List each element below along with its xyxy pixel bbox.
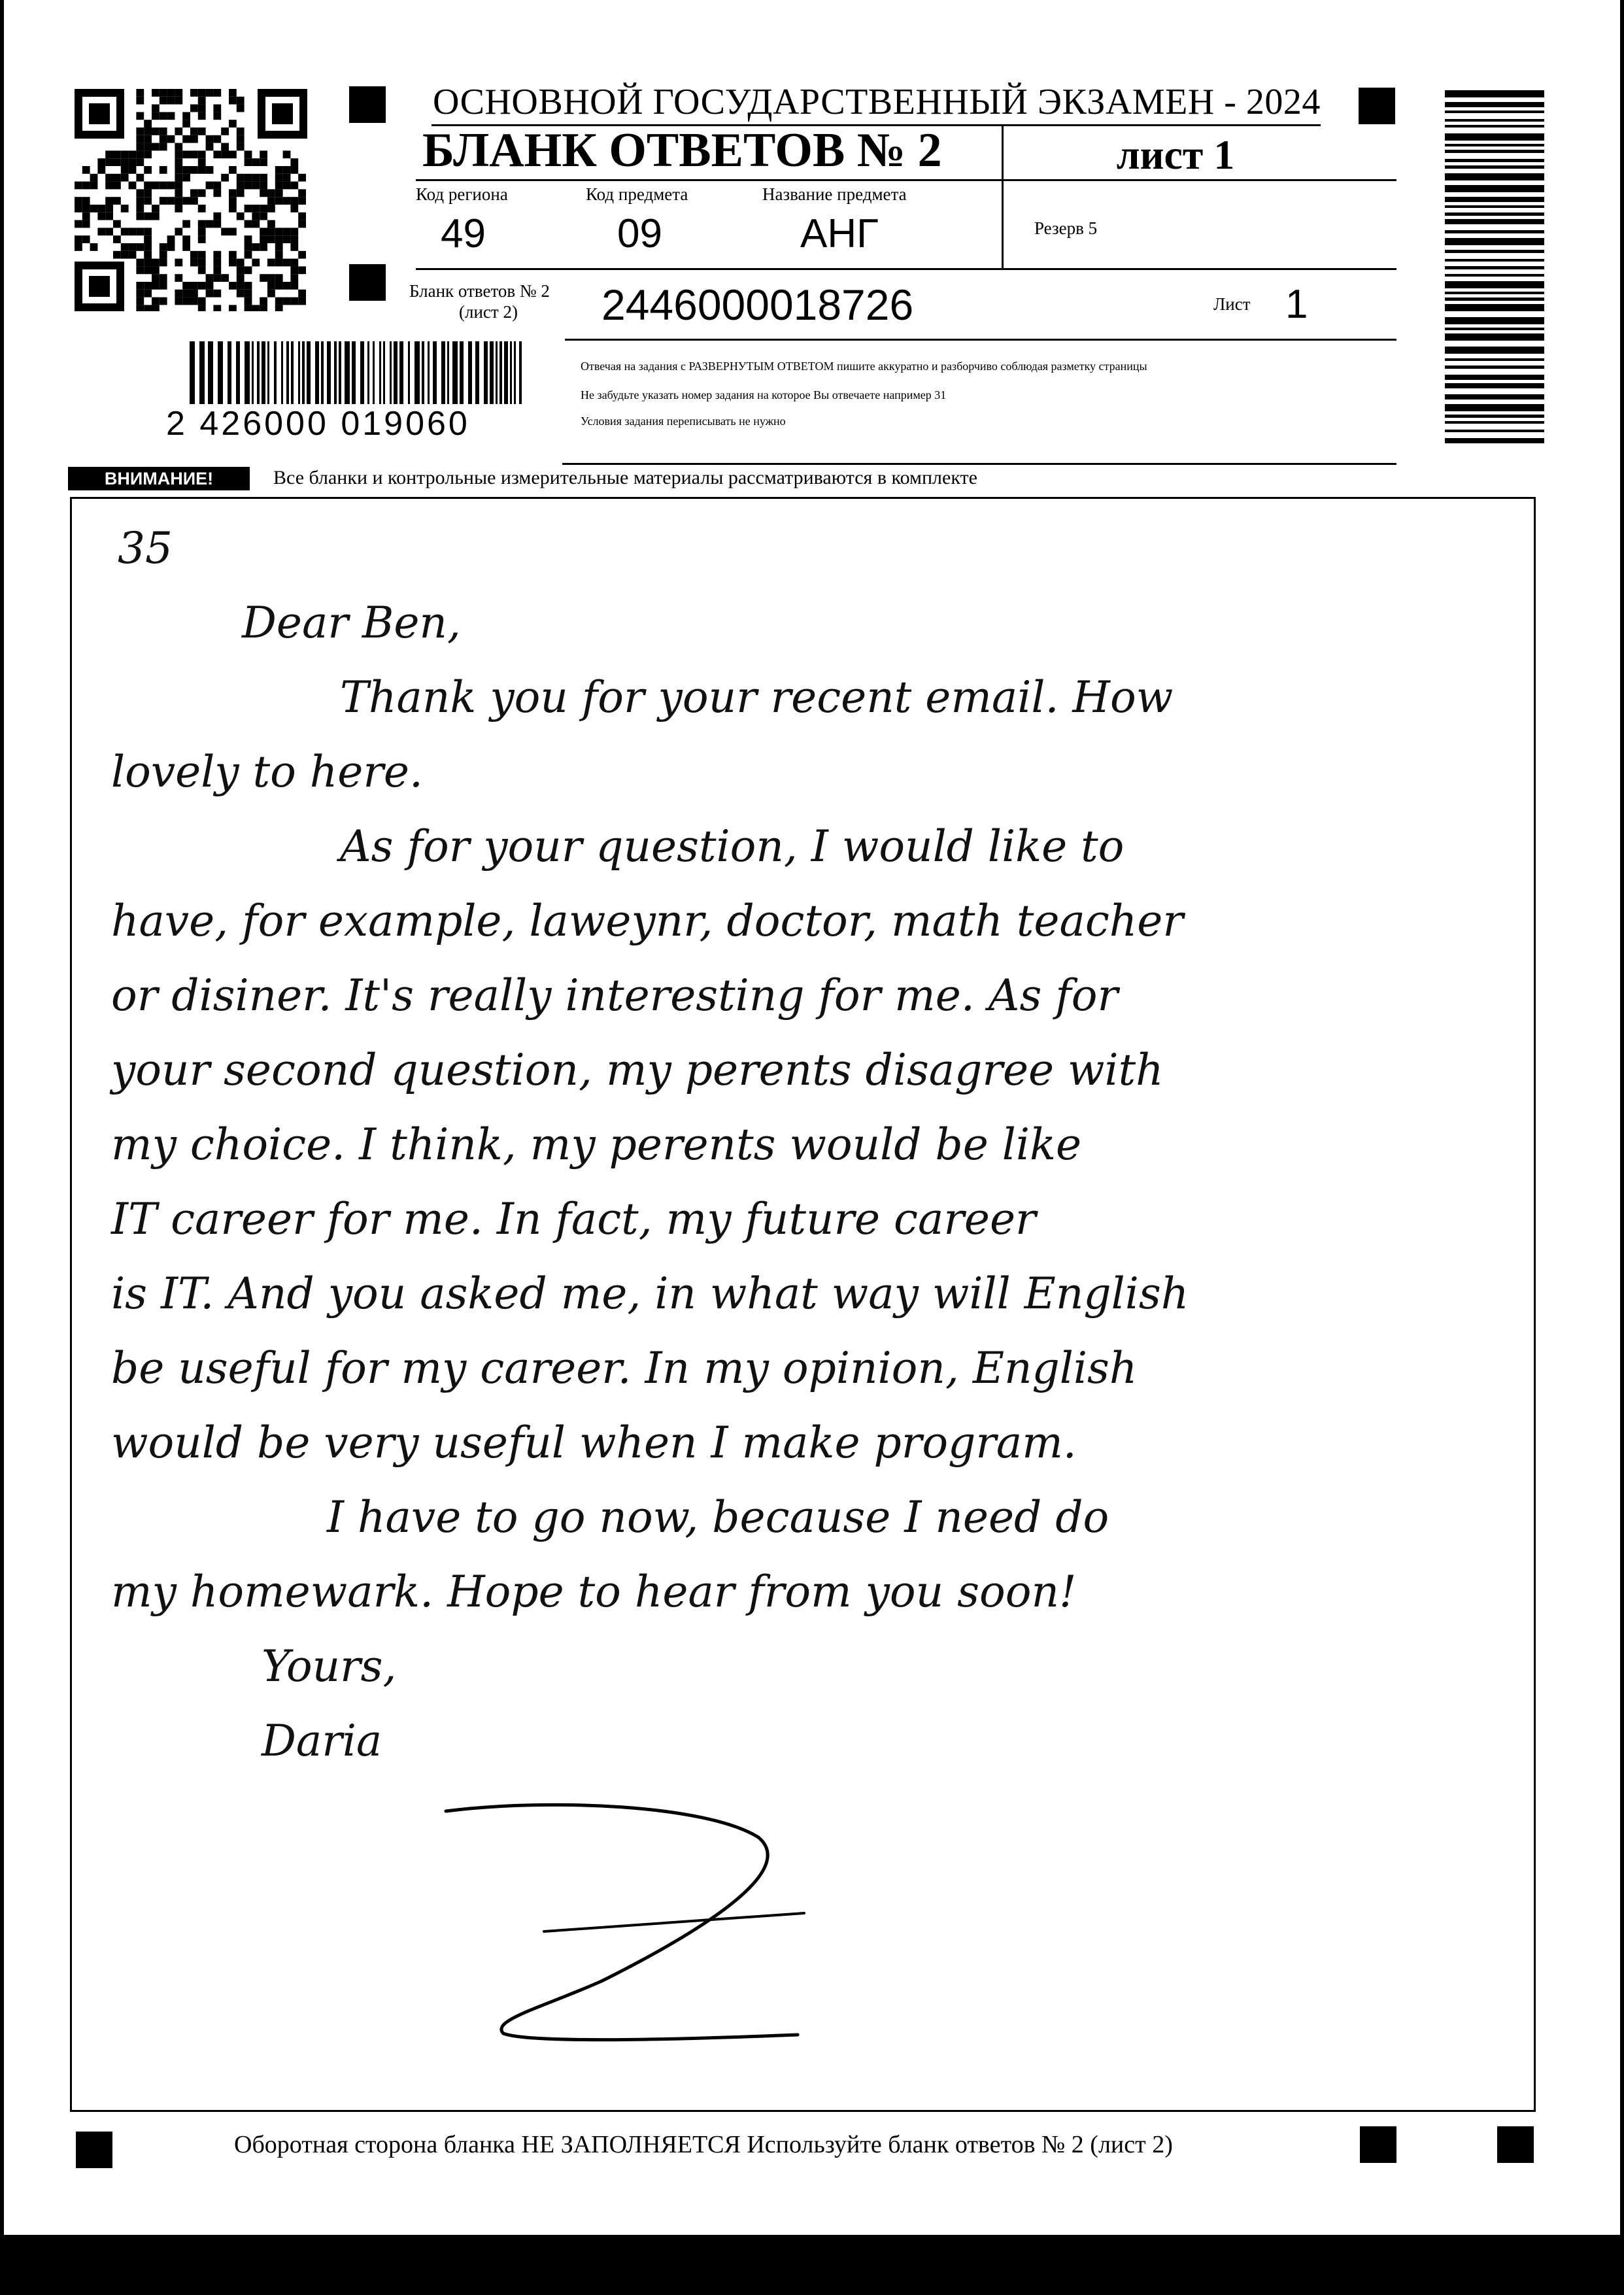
form-number: 2446000018726 [601, 280, 914, 329]
side-barcode-icon [1445, 90, 1548, 451]
answer-line: my choice. I think, my perents would be like [111, 1119, 1082, 1170]
registration-marker [1360, 2126, 1396, 2163]
answer-line: As for your question, I would like to [340, 821, 1125, 872]
header-rule [565, 339, 1396, 341]
attention-badge: ВНИМАНИЕ! [68, 467, 250, 490]
answer-line: or disiner. It's really interesting for me. As for [111, 970, 1119, 1021]
footer-note: Оборотная сторона бланка НЕ ЗАПОЛНЯЕТСЯ Используйте бланк ответов № 2 (лист 2) [234, 2131, 1173, 2158]
barcode-number: 2 426000 019060 [166, 405, 470, 443]
subject-code-value: 09 [617, 211, 662, 256]
answer-line: is IT. And you asked me, in what way will English [111, 1268, 1189, 1319]
answer-line: IT career for me. In fact, my future career [111, 1194, 1036, 1244]
instruction-line: Условия задания переписывать не нужно [581, 415, 786, 428]
subject-name-value: АНГ [800, 211, 879, 256]
exam-title: ОСНОВНОЙ ГОСУДАРСТВЕННЫЙ ЭКЗАМЕН - 2024 [433, 82, 1321, 122]
answer-line: I have to go now, because I need do [327, 1492, 1109, 1542]
answer-line: my homewark. Hope to hear from you soon! [111, 1567, 1077, 1617]
sheet-title: лист 1 [1116, 131, 1235, 178]
region-code-value: 49 [441, 211, 486, 256]
header-rule [416, 179, 1396, 181]
qr-code-icon [75, 89, 307, 311]
barcode-icon [190, 341, 530, 407]
sheet-number: 1 [1285, 282, 1308, 327]
signature-name: Daria [262, 1716, 382, 1766]
answer-line: your second question, my perents disagree with [111, 1045, 1164, 1095]
answer-line: be useful for my career. In my opinion, English [111, 1343, 1138, 1393]
z-strike-mark [431, 1792, 837, 2053]
attention-text: Все бланки и контрольные измерительные материалы рассматриваются в комплекте [273, 467, 977, 488]
header-rule [416, 268, 1396, 270]
sheet-label: Лист [1213, 294, 1251, 314]
reserve-label: Резерв 5 [1034, 218, 1098, 238]
registration-marker [76, 2132, 112, 2168]
header-divider [1002, 124, 1004, 269]
handwritten-answer [111, 517, 1510, 1824]
region-code-label: Код региона [416, 184, 508, 204]
registration-marker [1497, 2126, 1534, 2163]
registration-marker [1359, 88, 1395, 124]
page-border-right [1620, 0, 1624, 2295]
instruction-line: Не забудьте указать номер задания на которое Вы отвечаете например 31 [581, 388, 947, 401]
subject-code-label: Код предмета [586, 184, 688, 204]
instruction-line: Отвечая на задания с РАЗВЕРНУТЫМ ОТВЕТОМ пишите аккуратно и разборчиво соблюдая разметку страницы [581, 360, 1147, 373]
answer-line: have, for example, laweynr, doctor, math teacher [111, 896, 1183, 946]
registration-marker [349, 264, 386, 301]
registration-marker [349, 86, 386, 123]
scan-bottom-band [0, 2235, 1624, 2295]
task-number: 35 [118, 523, 173, 573]
header-rule [562, 463, 1396, 465]
answer-line: Thank you for your recent email. How [340, 672, 1174, 722]
subject-name-label: Название предмета [762, 184, 907, 204]
page-border-left [0, 0, 4, 2295]
answer-line: lovely to here. [111, 747, 423, 797]
form-ref-label: Бланк ответов № 2 [409, 281, 550, 301]
answer-line: would be very useful when I make program. [111, 1418, 1077, 1468]
closing-line: Yours, [262, 1641, 397, 1692]
form-ref-sublabel: (лист 2) [459, 302, 518, 322]
form-title: БЛАНК ОТВЕТОВ № 2 [422, 124, 942, 177]
greeting-line: Dear Ben, [242, 598, 461, 648]
